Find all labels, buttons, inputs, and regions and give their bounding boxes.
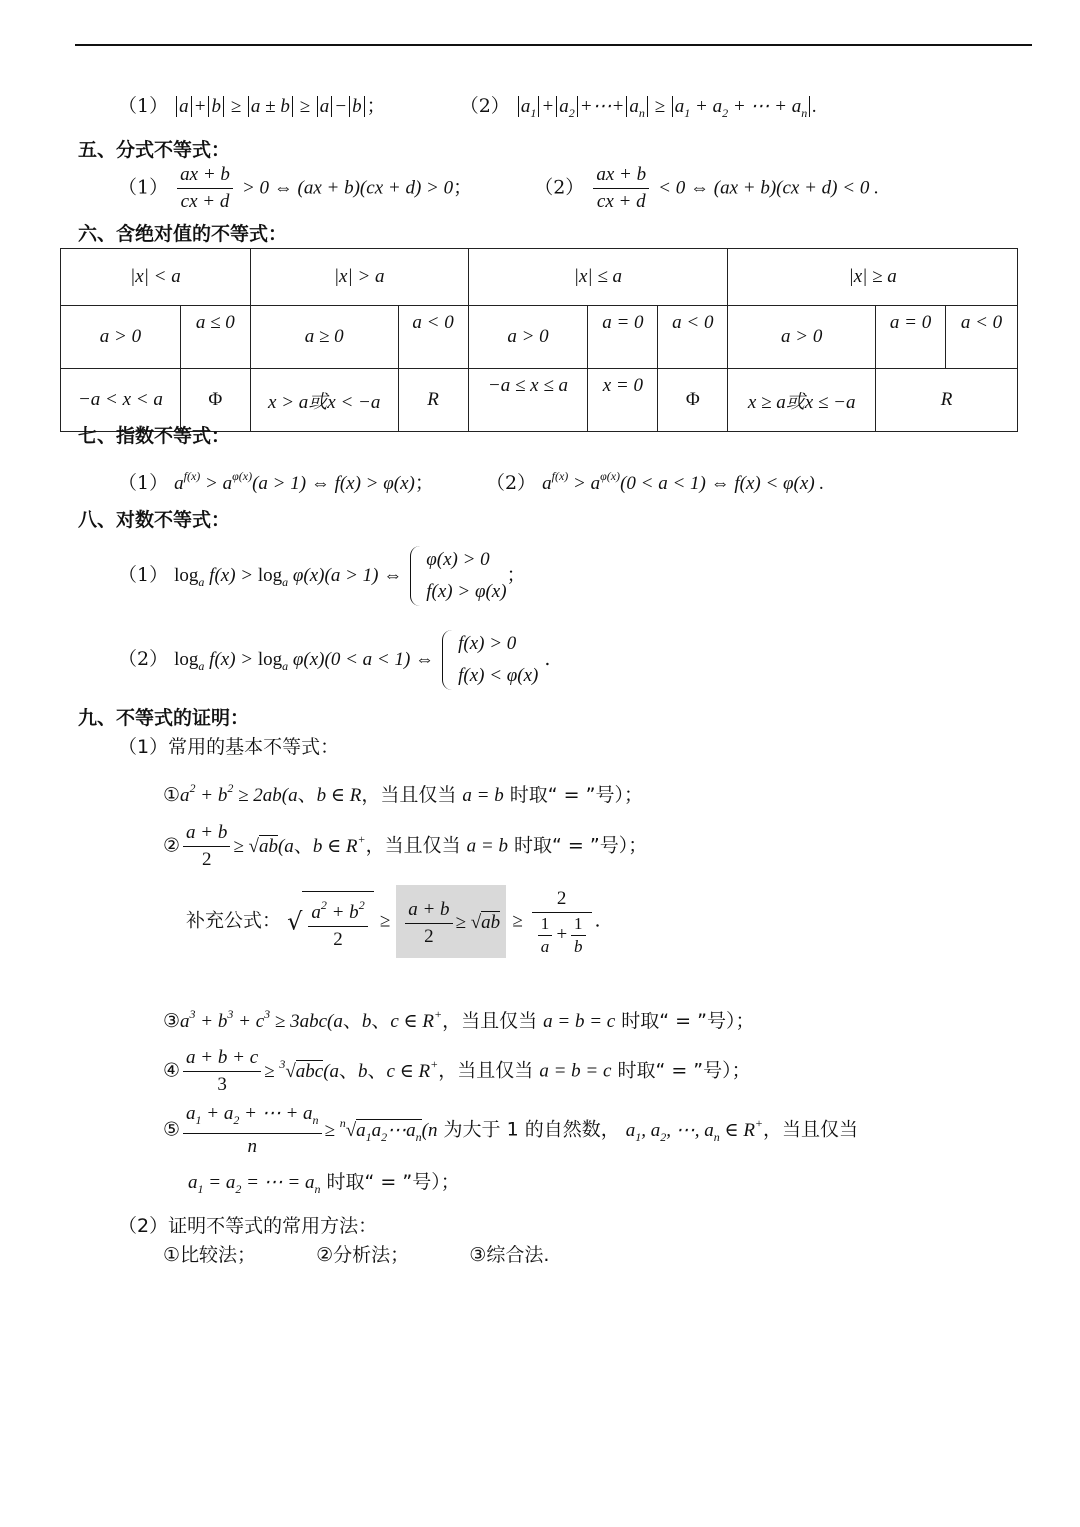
condition-cell: a < 0 — [658, 306, 728, 369]
basic-inequalities-title: （1）常用的基本不等式： — [118, 736, 340, 758]
log-inequality-line-1: （1） $\log_a f(x) > \log_a \varphi(x)(a > 1)$ ⇔ φ(x) > 0 f(x) > φ(x) ； — [118, 544, 526, 608]
condition-cell: a ≤ 0 — [180, 306, 250, 369]
header-cell: |x| ≥ a — [728, 249, 1018, 306]
highlighted-am-gm: $\frac{a + b}{2}$ ≥ √ab — [396, 885, 506, 958]
condition-cell: a = 0 — [588, 306, 658, 369]
ineq-1: $①a^2 + b^2 \ge 2ab(a$、b ∈ R，当且仅当 a = b 时取“ = ”号）； — [163, 781, 643, 806]
table-header-row — [61, 249, 1018, 306]
solution-cell: Φ — [180, 369, 250, 432]
methods-list — [163, 1243, 549, 1267]
label-1: （1） — [118, 95, 169, 117]
table-condition-row — [61, 306, 1018, 369]
log-inequality-line-2: （2） $\log_a f(x) > \log_a \varphi(x)(0 < a < 1)$ ⇔ f(x) > 0 f(x) < φ(x) . — [118, 628, 550, 692]
section-5-heading: 五、分式不等式： — [78, 139, 231, 161]
header-cell: |x| > a — [250, 249, 468, 306]
exponential-inequality-line: （1） $a^{f(x)} > a^{\varphi(x)}(a > 1)$ ⇔ f(x) > φ(x)； （2） $a^{f(x)} > a^{\varphi(x)}(0 < a < 1)$ ⇔ f(x) < φ(x) . — [118, 469, 825, 494]
section-8-heading: 八、对数不等式： — [78, 509, 231, 531]
solution-cell: x > a或x < −a — [250, 369, 398, 432]
method-synthesis: ③综合法. — [469, 1244, 550, 1266]
section-9-heading: 九、不等式的证明： — [78, 707, 250, 729]
method-comparison: ①比较法； — [163, 1244, 257, 1266]
section-7-heading: 七、指数不等式： — [78, 425, 231, 447]
solution-cell: Φ — [658, 369, 728, 432]
condition-cell: a ≥ 0 — [250, 306, 398, 369]
ineq-5-cont: $a_1 = a_2$ = ⋯ = $a_n$ 时取“ = ”号）； — [188, 1171, 460, 1196]
solution-cell: R — [398, 369, 468, 432]
solution-cell: R — [876, 369, 1018, 432]
top-rule — [75, 44, 1032, 46]
solution-cell: −a ≤ x ≤ a — [468, 369, 588, 432]
condition-cell: a = 0 — [876, 306, 946, 369]
supplement-formula: 补充公式： √ $\frac{a^2 + b^2}{2}$ ≥ $\frac{a + b}{2}$ ≥ √ab ≥ 2 $\frac{1}{a}$ + $\frac{1}{b}$ . — [186, 885, 601, 958]
header-cell: |x| ≤ a — [468, 249, 728, 306]
abs-inequality-line: （1） a + b ≥ a ± b ≥ a − b ； （2） $a_1 + a_2$ +⋯+ $a_n \ge a_1 + a_2$ + ⋯ + $a_n$ . — [118, 95, 818, 120]
condition-cell: a < 0 — [946, 306, 1018, 369]
ineq-5: ⑤ $\frac{a_1 + a_2 + \cdots + a_n}{n}$ ≥ $^n√a_1a_2\cdots a_n(n$ 为大于 1 的自然数， $a_1$, $a_2$, ⋯, $a_n$ ∈ R+，当且仅当 — [163, 1103, 859, 1157]
condition-cell: a > 0 — [468, 306, 588, 369]
ineq-4: ④ $\frac{a + b + c}{3}$ ≥ $^3$√abc(a、b、c ∈ R+，当且仅当 a = b = c 时取“ = ”号）； — [163, 1047, 751, 1095]
condition-cell: a < 0 — [398, 306, 468, 369]
section-6-heading: 六、含绝对值的不等式： — [78, 223, 288, 245]
header-cell: |x| < a — [61, 249, 251, 306]
label-2: （2） — [459, 95, 510, 117]
brace-system: f(x) > 0 f(x) < φ(x) — [440, 628, 538, 692]
condition-cell: a > 0 — [61, 306, 181, 369]
ineq-3: $③a^3 + b^3 + c^3 \ge 3abc(a$、b、c ∈ R+，当且仅当 a = b = c 时取“ = ”号）； — [163, 1007, 755, 1032]
solution-cell: x = 0 — [588, 369, 658, 432]
solution-cell: −a < x < a — [61, 369, 181, 432]
solution-cell: x ≥ a或x ≤ −a — [728, 369, 876, 432]
brace-system: φ(x) > 0 f(x) > φ(x) — [408, 544, 506, 608]
fraction-inequality-line: （1） $\frac{ax + b}{cx + d}$ > 0 ⇔ (ax + b)(cx + d) > 0； （2） $\frac{ax + b}{cx + d}$ < 0 ⇔ (ax + b)(cx + d) < 0 . — [118, 164, 879, 212]
condition-cell: a > 0 — [728, 306, 876, 369]
methods-title: （2）证明不等式的常用方法： — [118, 1215, 378, 1237]
method-analysis: ②分析法； — [316, 1244, 410, 1266]
ineq-2: ② $\frac{a + b}{2}$ ≥ √ab(a、b ∈ R+，当且仅当 a = b 时取“ = ”号）； — [163, 822, 648, 870]
table-solution-row — [61, 369, 1018, 432]
absolute-value-table — [60, 248, 1018, 432]
